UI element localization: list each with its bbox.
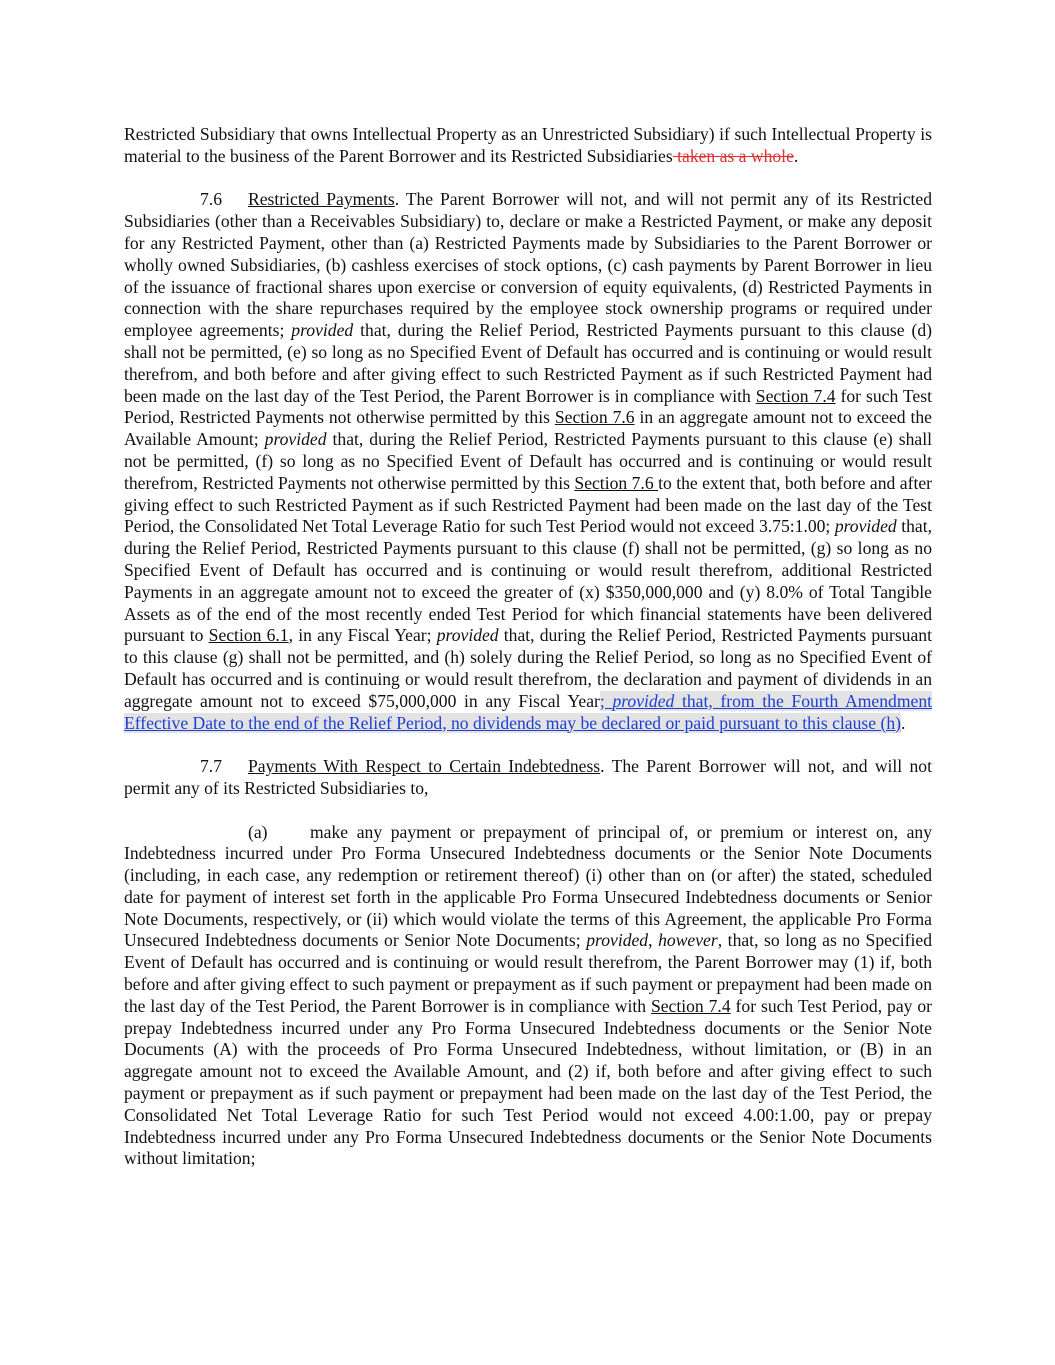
section-reference: Section 7.6 <box>574 472 659 493</box>
inserted-text: ; provided that, from the Fourth Amendment Effective Date to the end of the Relief Period, no dividends may be declared or paid pursuant to this clause (h) <box>124 690 932 733</box>
section-number: 7.6 <box>200 189 222 210</box>
section-7-7-paragraph: 7.7 Payments With Respect to Certain Indebtedness. The Parent Borrower will not, and will not permit any of its Restricted Subsidiaries to, <box>124 756 932 798</box>
section-heading: Payments With Respect to Certain Indebtedness <box>248 756 601 777</box>
section-reference: Section 7.4 <box>755 385 836 406</box>
section-heading: Restricted Payments <box>248 189 395 210</box>
clause-label: (a) <box>248 821 268 842</box>
clause-a-paragraph: (a) make any payment or prepayment of principal of, or premium or interest on, any Indebtedness incurred under Pro Forma Unsecured Indebtedness documents or the Senior Note Documents (including, in each case, any redemption or retirement thereof) (i) other than on (or after) the stated, scheduled date for payment of interest set forth in the applicable Pro Forma Unsecured Indebtedness documents or Senior Note Documents, respectively, or (ii) which would violate the terms of this Agreement, the applicable Pro Forma Unsecured Indebtedness documents or Senior Note Documents; provided, however, that, so long as no Specified Event of Default has occurred and is continuing or would result therefrom, the Parent Borrower may (1) if, both before and after giving effect to such payment or prepayment as if such payment or prepayment had been made on the last day of the Test Period, the Parent Borrower is in compliance with Section 7.4 for such Test Period, pay or prepay Indebtedness incurred under any Pro Forma Unsecured Indebtedness documents or the Senior Note Documents (A) with the proceeds of Pro Forma Unsecured Indebtedness, without limitation, or (B) in an aggregate amount not to exceed the Available Amount, and (2) if, both before and after giving effect to such payment or prepayment as if such payment or prepayment had been made on the last day of the Test Period, the Consolidated Net Total Leverage Ratio for such Test Period would not exceed 4.00:1.00, pay or prepay Indebtedness incurred under any Pro Forma Unsecured Indebtedness documents or the Senior Note Documents without limitation; <box>124 821 933 1169</box>
section-reference: Section 6.1 <box>208 625 289 646</box>
paragraph-text: Restricted Subsidiary that owns Intellectual Property as an Unrestricted Subsidiary) if such Intellectual Property is material to the business of the Parent Borrower and its Restricted Subsidiaries <box>124 124 932 166</box>
carryover-paragraph: Restricted Subsidiary that owns Intellectual Property as an Unrestricted Subsidiary) if such Intellectual Property is material to the business of the Parent Borrower and its Restricted Subsidiaries taken as a whole. <box>124 124 932 166</box>
deleted-text: taken as a whole <box>672 145 794 166</box>
section-reference: Section 7.6 <box>554 407 635 428</box>
section-reference: Section 7.4 <box>650 995 731 1016</box>
section-7-6-paragraph: 7.6 Restricted Payments. The Parent Borrower will not, and will not permit any of its Restricted Subsidiaries (other than a Receivables Subsidiary) to, declare or make a Restricted Payment, or make any deposit for any Restricted Payment, other than (a) Restricted Payments made by Subsidiaries to the Parent Borrower or wholly owned Subsidiaries, (b) cashless exercises of stock options, (c) cash payments by Parent Borrower in lieu of the issuance of fractional shares upon exercise or conversion of equity equivalents, (d) Restricted Payments in connection with the share repurchases required by the employee stock ownership programs or required under employee agreements; provided that, during the Relief Period, Restricted Payments pursuant to this clause (d) shall not be permitted, (e) so long as no Specified Event of Default has occurred and is continuing or would result therefrom, and both before and after giving effect to such Restricted Payment as if such Restricted Payment had been made on the last day of the Test Period, the Parent Borrower is in compliance with Section 7.4 for such Test Period, Restricted Payments not otherwise permitted by this Section 7.6 in an aggregate amount not to exceed the Available Amount; provided that, during the Relief Period, Restricted Payments pursuant to this clause (e) shall not be permitted, (f) so long as no Specified Event of Default has occurred and is continuing or would result therefrom, Restricted Payments not otherwise permitted by this Section 7.6 to the extent that, both before and after giving effect to such Restricted Payment as if such Restricted Payment had been made on the last day of the Test Period, the Consolidated Net Total Leverage Ratio for such Test Period would not exceed 3.75:1.00; provided that, during the Relief Period, Restricted Payments pursuant to this clause (f) shall not be permitted, (g) so long as no Specified Event of Default has occurred and is continuing or would result therefrom, additional Restricted Payments in an aggregate amount not to exceed the greater of (x) $350,000,000 and (y) 8.0% of Total Tangible Assets as of the end of the most recently ended Test Period for which financial statements have been delivered pursuant to Section 6.1, in any Fiscal Year; provided that, during the Relief Period, Restricted Payments pursuant to this clause (g) shall not be permitted, and (h) solely during the Relief Period, so long as no Specified Event of Default has occurred and is continuing or would result therefrom, the declaration and payment of dividends in an aggregate amount not to exceed $75,000,000 in any Fiscal Year; provided that, from the Fourth Amendment Effective Date to the end of the Relief Period, no dividends may be declared or paid pursuant to this clause (h). <box>124 189 933 733</box>
section-number: 7.7 <box>200 756 222 777</box>
